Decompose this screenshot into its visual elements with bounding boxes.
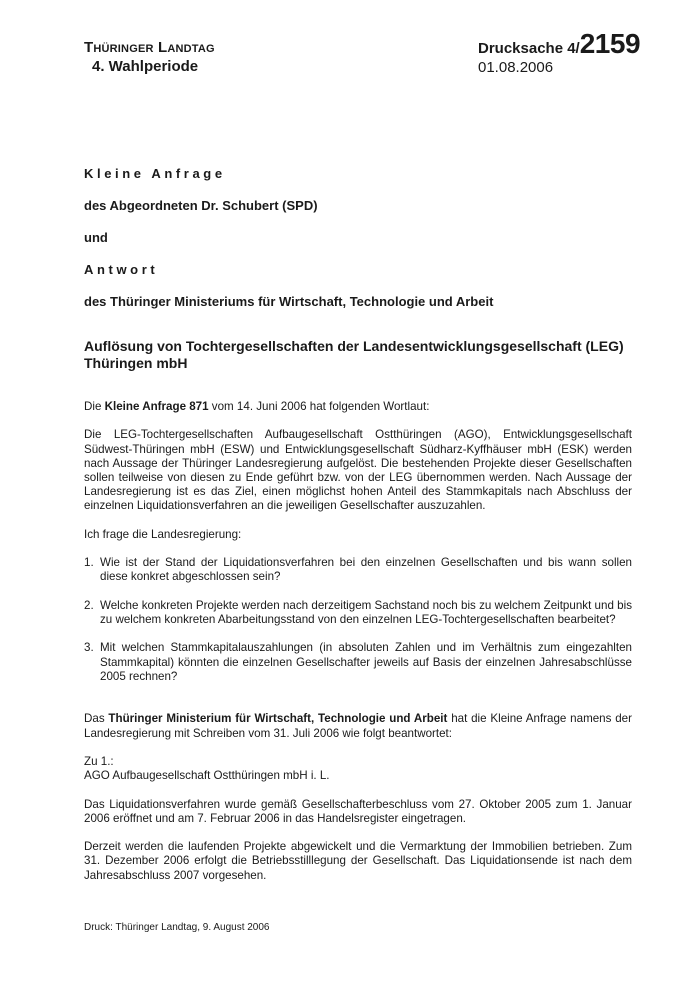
inquiry-author: des Abgeordneten Dr. Schubert (SPD) [84, 198, 318, 213]
document-header-left [84, 38, 215, 76]
document-header-right [478, 28, 641, 77]
ministry-reference: Thüringer Ministerium für Wirtschaft, Technologie und Arbeit [108, 712, 448, 726]
question-list [84, 556, 632, 684]
answer-label: Antwort [84, 262, 159, 277]
answer-paragraph: Das Liquidationsverfahren wurde gemäß Gesellschafterbeschluss vom 27. Oktober 2005 zum 1. Januar 2006 eröffnet und am 7. Februar 2006 in das Handelsregister eingetragen. [84, 797, 632, 825]
inquiry-reference: Kleine Anfrage 871 [104, 400, 209, 413]
document-body [84, 400, 632, 897]
document-date: 01.08.2006 [478, 59, 554, 76]
answer-section-heading: Zu 1.: [84, 754, 114, 768]
print-footer: Druck: Thüringer Landtag, 9. August 2006 [84, 922, 270, 933]
document-number-value: 2159 [579, 28, 641, 59]
intro-conjunction: und [84, 230, 108, 245]
answer-intro-paragraph: Das Thüringer Ministerium für Wirtschaft, Technologie und Arbeit hat die Kleine Anfrage namens der Landesregierung mit Schreiben vom 31. Juli 2006 wie folgt beantwortet: [84, 712, 632, 740]
document-label: Drucksache 4/ [478, 40, 580, 57]
question-item: 2. Welche konkreten Projekte werden nach derzeitigem Sachstand noch bis zu welchem Zeitpunkt und bis zu welchem konkreten Abarbeitungsstand von den einzelnen LEG-Tochtergesellschaften bearbeitet? [84, 598, 632, 626]
institution-name: Thüringer Landtag [84, 39, 215, 56]
question-item: 1. Wie ist der Stand der Liquidationsverfahren bei den einzelnen Gesellschaften und bis wann sollen diese konkret abgeschlossen sein? [84, 556, 632, 584]
intro-block [84, 166, 493, 326]
answering-ministry: des Thüringer Ministeriums für Wirtschaft, Technologie und Arbeit [84, 294, 494, 309]
legislative-period: 4. Wahlperiode [92, 58, 199, 75]
company-name: AGO Aufbaugesellschaft Ostthüringen mbH i. L. [84, 769, 330, 783]
inquiry-text-paragraph: Die LEG-Tochtergesellschaften Aufbaugesellschaft Ostthüringen (AGO), Entwicklungsgesellschaft Südwest-Thüringen mbH (ESW) und Entwicklungsgesellschaft Südharz-Kyffhäuser mbH (ESK) werden nach Aussage der Thüringer Landesregierung aufgelöst. Die bestehenden Projekte dieser Gesellschaften sollen teilweise von diesen zu Ende geführt bzw. von der LEG übernommen werden. Nach Aussage der Landesregierung ist es das Ziel, einen möglichst hohen Anteil des Stammkapitals nach Abschluss der einzelnen Liquidationsverfahren an die jeweiligen Gesellschafter auszuzahlen. [84, 428, 632, 513]
inquiry-intro-paragraph: Die Kleine Anfrage 871 vom 14. Juni 2006 hat folgenden Wortlaut: [84, 400, 430, 413]
question-item: 3. Mit welchen Stammkapitalauszahlungen (in absoluten Zahlen und im Verhältnis zum eingezahlten Stammkapital) könnten die einzelnen Gesellschafter jeweils auf Basis der einzelnen Jahresabschlüsse 2005 rechnen? [84, 641, 632, 683]
inquiry-type: Kleine Anfrage [84, 166, 226, 181]
answer-paragraph: Derzeit werden die laufenden Projekte abgewickelt und die Vermarktung der Immobilien betrieben. Zum 31. Dezember 2006 erfolgt die Betriebsstilllegung der Gesellschaft. Das Liquidationsende ist nach dem Jahresabschluss 2007 vorgesehen. [84, 840, 632, 882]
questions-lead: Ich frage die Landesregierung: [84, 527, 242, 541]
document-number [478, 28, 641, 59]
document-title: Auflösung von Tochtergesellschaften der Landesentwicklungsgesellschaft (LEG) Thüringen mbH [84, 338, 624, 371]
